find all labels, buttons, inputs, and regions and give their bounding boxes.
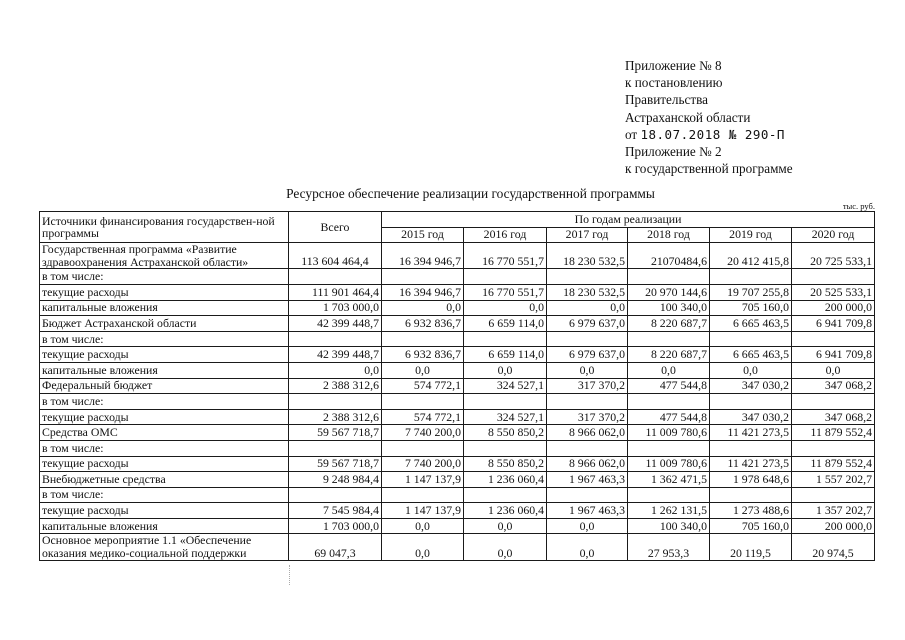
row-value: 0,0 [710, 362, 792, 378]
row-value: 20 412 415,8 [710, 243, 792, 269]
table-row [40, 503, 875, 519]
row-value [792, 394, 875, 410]
row-value: 20 970 144,6 [628, 284, 710, 300]
row-name: капитальные вложения [40, 362, 289, 378]
row-value: 0,0 [792, 362, 875, 378]
table-row [40, 487, 875, 503]
row-name: Основное мероприятие 1.1 «Обеспечение оказания медико-социальной поддержки [40, 534, 289, 560]
row-value: 1 362 471,5 [628, 472, 710, 488]
row-value: 0,0 [464, 300, 547, 316]
row-value: 6 932 836,7 [382, 316, 464, 332]
row-value: 347 068,2 [792, 378, 875, 394]
row-value: 1 357 202,7 [792, 503, 875, 519]
row-value [792, 269, 875, 285]
row-value: 324 527,1 [464, 378, 547, 394]
row-name: в том числе: [40, 331, 289, 347]
row-name: текущие расходы [40, 503, 289, 519]
decree-prefix: от [625, 126, 638, 142]
row-value: 8 966 062,0 [547, 425, 628, 441]
row-value: 8 550 850,2 [464, 456, 547, 472]
decree-handwritten-date: 18.07.2018 № 290-П [640, 126, 785, 142]
row-value: 11 009 780,6 [628, 456, 710, 472]
row-value: 8 220 687,7 [628, 347, 710, 363]
header-line: Приложение № 8 [625, 58, 722, 73]
row-total: 0,0 [289, 362, 382, 378]
col-header-source: Источники финансирования государствен-ной программы [40, 212, 289, 243]
row-value: 18 230 532,5 [547, 243, 628, 269]
row-total: 2 388 312,6 [289, 409, 382, 425]
row-value: 0,0 [382, 300, 464, 316]
row-value [382, 440, 464, 456]
table-row [40, 378, 875, 394]
row-value [628, 487, 710, 503]
row-value [382, 331, 464, 347]
row-value [792, 487, 875, 503]
row-total [289, 331, 382, 347]
table-row [40, 243, 875, 269]
row-total: 2 388 312,6 [289, 378, 382, 394]
row-value [547, 394, 628, 410]
row-value [464, 331, 547, 347]
row-value: 477 544,8 [628, 378, 710, 394]
row-value: 0,0 [547, 362, 628, 378]
header-line: к постановлению [625, 75, 723, 91]
row-value: 477 544,8 [628, 409, 710, 425]
row-value: 20 725 533,1 [792, 243, 875, 269]
row-value: 100 340,0 [628, 518, 710, 534]
row-total [289, 394, 382, 410]
row-value [792, 440, 875, 456]
row-value [464, 394, 547, 410]
decree-line [625, 126, 895, 143]
table-row [40, 331, 875, 347]
row-value: 11 009 780,6 [628, 425, 710, 441]
row-value: 574 772,1 [382, 409, 464, 425]
row-name: текущие расходы [40, 347, 289, 363]
table-row [40, 456, 875, 472]
row-value: 7 740 200,0 [382, 456, 464, 472]
row-value [547, 487, 628, 503]
row-value: 11 421 273,5 [710, 456, 792, 472]
row-value: 317 370,2 [547, 409, 628, 425]
row-value: 16 770 551,7 [464, 243, 547, 269]
row-value: 11 879 552,4 [792, 456, 875, 472]
row-total [289, 269, 382, 285]
row-value: 347 030,2 [710, 409, 792, 425]
row-value [382, 269, 464, 285]
row-value: 20 974,5 [792, 534, 875, 560]
row-name: текущие расходы [40, 409, 289, 425]
header-line: Приложение № 2 [625, 144, 722, 160]
row-total [289, 440, 382, 456]
row-value: 6 979 637,0 [547, 316, 628, 332]
table-row [40, 284, 875, 300]
row-name: капитальные вложения [40, 518, 289, 534]
row-name: в том числе: [40, 440, 289, 456]
table-row [40, 394, 875, 410]
row-name: в том числе: [40, 269, 289, 285]
row-value [628, 269, 710, 285]
table-row [40, 534, 875, 560]
row-value: 1 262 131,5 [628, 503, 710, 519]
row-value [464, 440, 547, 456]
row-value: 200 000,0 [792, 300, 875, 316]
row-total: 42 399 448,7 [289, 347, 382, 363]
row-total: 1 703 000,0 [289, 518, 382, 534]
row-total: 1 703 000,0 [289, 300, 382, 316]
row-value: 20 525 533,1 [792, 284, 875, 300]
row-value [382, 394, 464, 410]
row-value: 1 147 137,9 [382, 503, 464, 519]
row-value: 6 941 709,8 [792, 347, 875, 363]
row-value: 0,0 [628, 362, 710, 378]
row-value: 1 236 060,4 [464, 503, 547, 519]
row-total: 59 567 718,7 [289, 456, 382, 472]
row-value: 574 772,1 [382, 378, 464, 394]
row-value: 1 978 648,6 [710, 472, 792, 488]
row-value: 347 068,2 [792, 409, 875, 425]
row-value [710, 269, 792, 285]
row-value: 1 273 488,6 [710, 503, 792, 519]
row-value [547, 440, 628, 456]
table-row [40, 300, 875, 316]
table-row [40, 472, 875, 488]
row-name: в том числе: [40, 394, 289, 410]
row-value: 6 659 114,0 [464, 316, 547, 332]
row-value: 1 967 463,3 [547, 472, 628, 488]
table-row [40, 316, 875, 332]
row-value: 27 953,3 [628, 534, 710, 560]
row-value [628, 331, 710, 347]
col-header-year: 2017 год [547, 227, 628, 243]
row-value: 11 421 273,5 [710, 425, 792, 441]
row-value: 16 770 551,7 [464, 284, 547, 300]
row-total: 113 604 464,4 [289, 243, 382, 269]
row-value: 6 979 637,0 [547, 347, 628, 363]
row-name: в том числе: [40, 487, 289, 503]
row-value: 0,0 [547, 518, 628, 534]
row-value: 8 966 062,0 [547, 456, 628, 472]
col-header-total: Всего [289, 212, 382, 243]
row-value: 8 550 850,2 [464, 425, 547, 441]
row-value: 6 665 463,5 [710, 316, 792, 332]
row-name: Государственная программа «Развитие здравоохранения Астраханской области» [40, 243, 289, 269]
row-name: Внебюджетные средства [40, 472, 289, 488]
row-value: 21070484,6 [628, 243, 710, 269]
col-header-year: 2018 год [628, 227, 710, 243]
document-header [625, 57, 895, 177]
row-value: 11 879 552,4 [792, 425, 875, 441]
row-total: 9 248 984,4 [289, 472, 382, 488]
row-value [710, 394, 792, 410]
row-name: текущие расходы [40, 284, 289, 300]
row-value: 18 230 532,5 [547, 284, 628, 300]
row-value: 347 030,2 [710, 378, 792, 394]
col-header-year: 2019 год [710, 227, 792, 243]
row-value [547, 331, 628, 347]
row-value: 0,0 [464, 362, 547, 378]
row-value [710, 331, 792, 347]
col-header-year: 2015 год [382, 227, 464, 243]
row-total: 7 545 984,4 [289, 503, 382, 519]
row-total: 59 567 718,7 [289, 425, 382, 441]
row-value: 19 707 255,8 [710, 284, 792, 300]
row-value: 6 941 709,8 [792, 316, 875, 332]
row-total [289, 487, 382, 503]
document-title: Ресурсное обеспечение реализации государственной программы [286, 186, 655, 201]
row-value: 0,0 [382, 534, 464, 560]
row-value: 1 557 202,7 [792, 472, 875, 488]
row-value: 20 119,5 [710, 534, 792, 560]
row-total: 42 399 448,7 [289, 316, 382, 332]
row-value: 16 394 946,7 [382, 243, 464, 269]
row-value: 6 659 114,0 [464, 347, 547, 363]
row-value: 0,0 [382, 362, 464, 378]
col-header-year: 2020 год [792, 227, 875, 243]
row-value [710, 487, 792, 503]
row-value [710, 440, 792, 456]
row-value: 0,0 [464, 534, 547, 560]
row-value: 0,0 [547, 300, 628, 316]
row-name: Бюджет Астраханской области [40, 316, 289, 332]
row-value: 705 160,0 [710, 518, 792, 534]
header-line: Астраханской области [625, 109, 751, 125]
table-row [40, 409, 875, 425]
budget-table [39, 211, 875, 561]
row-value: 1 236 060,4 [464, 472, 547, 488]
header-line: Правительства [625, 92, 708, 108]
row-value [792, 331, 875, 347]
row-value [382, 487, 464, 503]
row-value: 8 220 687,7 [628, 316, 710, 332]
row-value: 16 394 946,7 [382, 284, 464, 300]
row-value: 0,0 [547, 534, 628, 560]
row-name: текущие расходы [40, 456, 289, 472]
table-row [40, 269, 875, 285]
scan-artifact [289, 565, 291, 585]
table-row [40, 347, 875, 363]
row-value: 200 000,0 [792, 518, 875, 534]
row-total: 111 901 464,4 [289, 284, 382, 300]
header-line: к государственной программе [625, 161, 793, 177]
row-value: 1 147 137,9 [382, 472, 464, 488]
row-value: 705 160,0 [710, 300, 792, 316]
units-label: тыс. руб. [842, 201, 875, 211]
table-row [40, 425, 875, 441]
row-value: 100 340,0 [628, 300, 710, 316]
row-value: 0,0 [382, 518, 464, 534]
row-value: 1 967 463,3 [547, 503, 628, 519]
row-value: 0,0 [464, 518, 547, 534]
row-name: Средства ОМС [40, 425, 289, 441]
row-name: Федеральный бюджет [40, 378, 289, 394]
row-value [628, 440, 710, 456]
col-header-year: 2016 год [464, 227, 547, 243]
row-value [464, 269, 547, 285]
row-value: 6 932 836,7 [382, 347, 464, 363]
row-total: 69 047,3 [289, 534, 382, 560]
table-row [40, 518, 875, 534]
row-value: 317 370,2 [547, 378, 628, 394]
row-value [547, 269, 628, 285]
table-row [40, 362, 875, 378]
row-value [464, 487, 547, 503]
col-header-years-group: По годам реализации [382, 212, 875, 228]
row-value [628, 394, 710, 410]
row-name: капитальные вложения [40, 300, 289, 316]
table-row [40, 440, 875, 456]
row-value: 6 665 463,5 [710, 347, 792, 363]
row-value: 324 527,1 [464, 409, 547, 425]
row-value: 7 740 200,0 [382, 425, 464, 441]
